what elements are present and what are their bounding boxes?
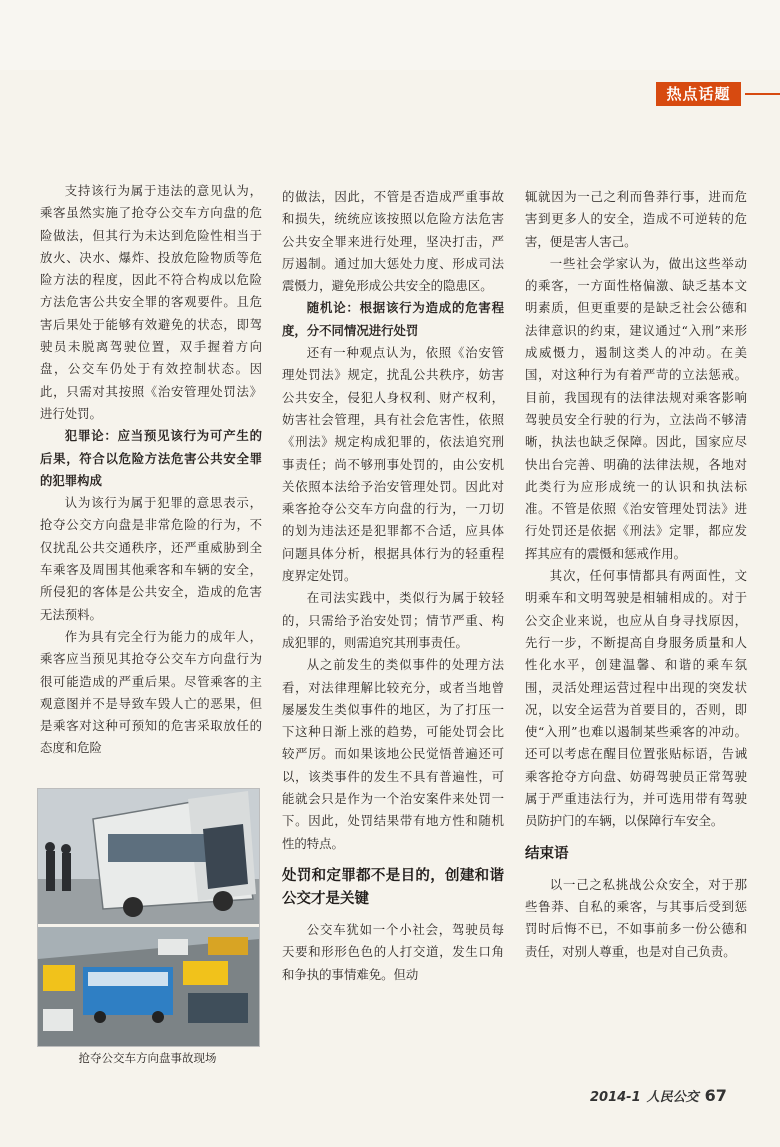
paragraph: 的做法，因此，不管是否造成严重事故和损失，统统应该按照以危险方法危害公共安全罪来进行处理，坚决打击，严厉遏制。通过加大惩处力度、形成司法震慑力，避免形成公共安全的隐患区。: [282, 189, 504, 294]
issue-number: 2014-1: [590, 1090, 641, 1105]
article-column-1: [40, 180, 262, 760]
paragraph: 作为具有完全行为能力的成年人，乘客应当预见其抢夺公交车方向盘行为很可能造成的严重后果。尽管乘客的主观意图并不是导致车毁人亡的恶果，但是乘客对这种可预知的危害采取放任的态度和危险: [40, 628, 262, 756]
paragraph: 一些社会学家认为，做出这些举动的乘客，一方面性格偏激、缺乏基本文明素质，但更重要的是缺乏社会公德和法律意识的约束，建议通过“入刑”来形成威慑力，遏制这类人的冲动。在美国，对这种行为有着严苛的立法惩戒。目前，我国现有的法律法规对乘客影响驾驶员安全行驶的行为，立法尚不够清晰，执法也缺乏保障。因此，国家应尽快出台完善、明确的法律法规，各地对此类行为应形成统一的认识和执法标准。不管是依照《治安管理处罚法》进行处罚还是依据《刑法》定罪，都应发挥其应有的震慑和惩戒作用。: [525, 255, 747, 561]
paragraph: 还有一种观点认为，依照《治安管理处罚法》规定，扰乱公共秩序，妨害公共安全，侵犯人身权利、财产权利，妨害社会管理，具有社会危害性，依照《刑法》规定构成犯罪的，依法追究刑事责任；尚不够刑事处罚的，由公安机关依照本法给予治安管理处罚。因此对乘客抢夺公交车方向盘的行为，一刀切的划为违法还是犯罪都不合适，应具体问题具体分析，根据具体行为的轻重程度界定处罚。: [282, 345, 504, 584]
page-number: 67: [704, 1086, 727, 1105]
section-heading: 处罚和定罪都不是目的，创建和谐公交才是关键: [282, 867, 504, 907]
photo-accident-scene-icon: [38, 789, 259, 1046]
accident-photo: [37, 788, 260, 1047]
paragraph: 其次，任何事情都具有两面性，文明乘车和文明驾驶是相辅相成的。对于公交企业来说，也应从自身寻找原因，先行一步，不断提高自身服务质量和人性化水平，创建温馨、和谐的乘车氛围，灵活处理运营过程中出现的突发状况，以安全运营为首要目的，否则，即使“入刑”也难以遏制某些乘客的冲动。还可以考虑在醒目位置张贴标语，告诫乘客抢夺方向盘、妨碍驾驶员正常驾驶属于严重违法行为，并可选用带有驾驶员防护门的车辆，以保障行车安全。: [525, 568, 747, 829]
paragraph: 认为该行为属于犯罪的意思表示，抢夺公交方向盘是非常危险的行为，不仅扰乱公共交通秩序，还严重威胁到全车乘客及周围其他乘客和车辆的安全，所侵犯的客体是公共安全，造成的危害无法预料。: [40, 495, 262, 622]
page-footer: [590, 1086, 727, 1105]
paragraph: 以一己之私挑战公众安全，对于那些鲁莽、自私的乘客，与其事后受到惩罚时后悔不已，不如事前多一份公德和责任，对别人尊重，也是对自己负责。: [525, 876, 747, 959]
paragraph: 在司法实践中，类似行为属于较轻的，只需给予治安处罚；情节严重、构成犯罪的，则需追究其刑事责任。: [282, 590, 504, 650]
section-tag: 热点话题: [656, 82, 741, 106]
paragraph: 从之前发生的类似事件的处理方法看，对法律理解比较充分，或者当地曾屡屡发生类似事件的地区，为了打压一下这种日渐上涨的趋势，可能处罚会比较严厉。而如果该地公民觉悟普遍还可以，该类事件的发生不具有普遍性，可能就会只是作为一个治安案件来处罚一下。因此，处罚结果带有地方性和随机性的特点。: [282, 657, 504, 851]
article-column-2: [282, 186, 504, 986]
conclusion-heading: 结束语: [525, 845, 569, 862]
photo-caption: 抢夺公交车方向盘事故现场: [78, 1051, 217, 1065]
paragraph: 公交车犹如一个小社会，驾驶员每天要和形形色色的人打交道，发生口角和争执的事情难免。但动: [282, 921, 504, 982]
publication-name: 人民公交: [646, 1090, 699, 1105]
paragraph: 支持该行为属于违法的意见认为，乘客虽然实施了抢夺公交车方向盘的危险做法，但其行为未达到危险性相当于放火、决水、爆炸、投放危险物质等危险方法的程度，因此不符合构成以危险方法危害公共安全罪的客观要件。且危害后果处于能够有效避免的状态，即驾驶员未脱离驾驶位置，双手握着方向盘，公交车仍处于有效控制状态。因此，只需对其按照《治安管理处罚法》进行处罚。: [40, 183, 262, 421]
subheading-random-theory: 随机论：根据该行为造成的危害程度，分不同情况进行处罚: [282, 300, 504, 338]
paragraph: 辄就因为一己之利而鲁莽行事，进而危害到更多人的安全，造成不可逆转的危害，便是害人害己。: [525, 189, 747, 249]
section-tag-rule: [745, 93, 780, 95]
article-column-3: [525, 186, 747, 963]
page-top-margin: [0, 0, 780, 70]
subheading-crime-theory: 犯罪论：应当预见该行为可产生的后果，符合以危险方法危害公共安全罪的犯罪构成: [40, 428, 262, 488]
